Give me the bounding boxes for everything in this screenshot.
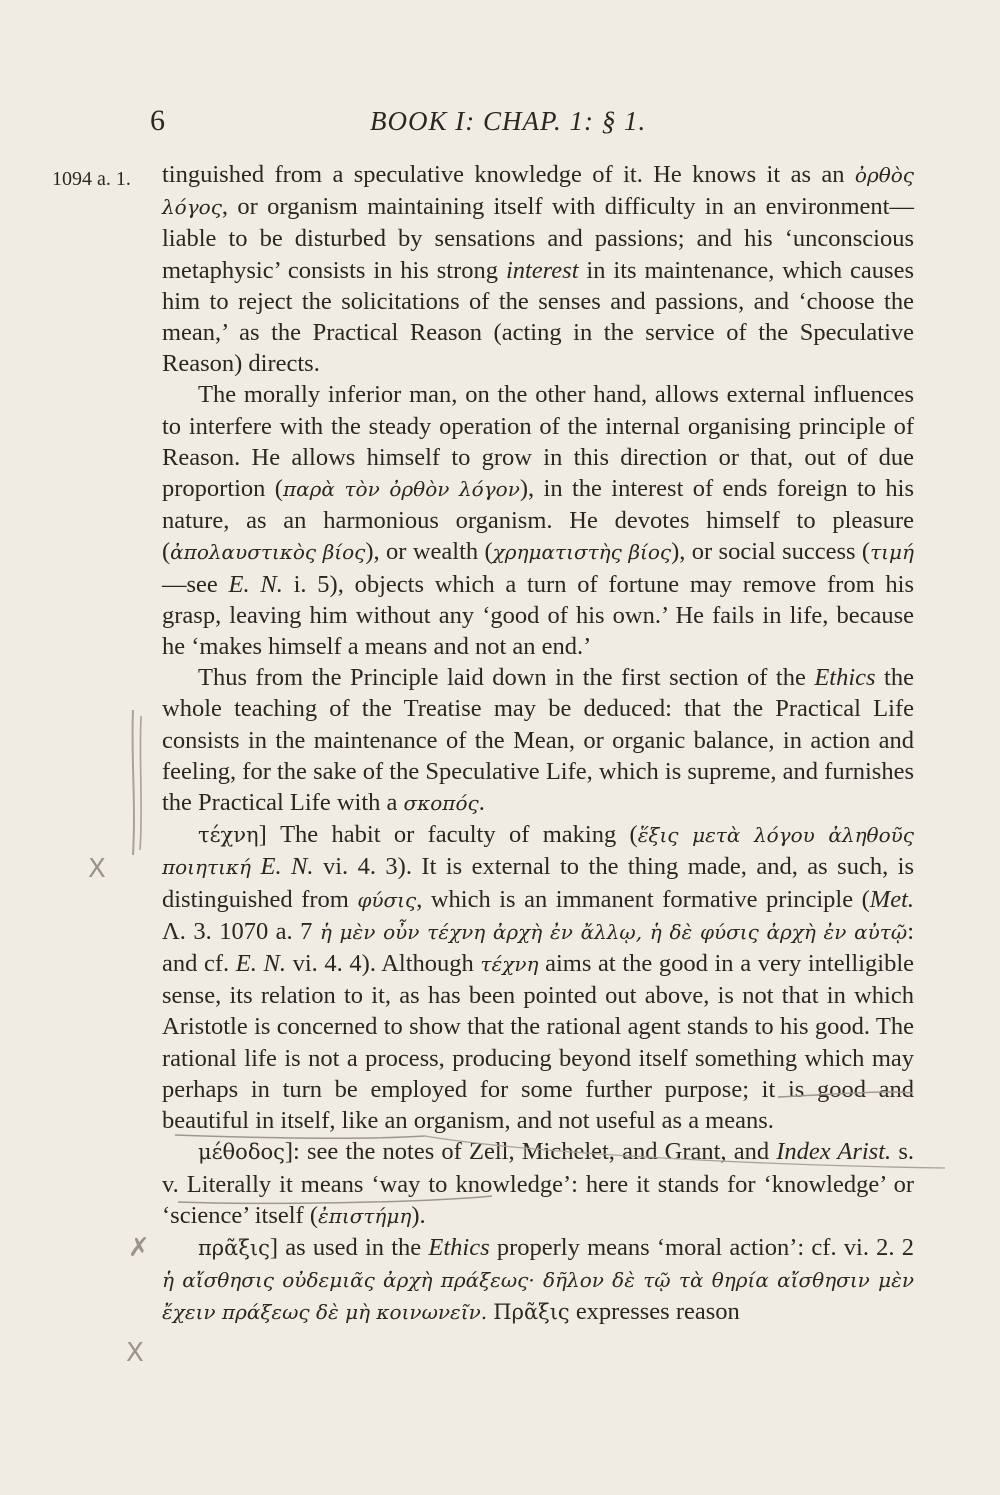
- pencil-margin-bar: [133, 710, 134, 855]
- text-run: the whole teaching of the Treatise may be deduced: that the Practical Life consists in the maintenance of the Mean, or organic balance, in action and feeling, for the sake of the Speculative Life, which is supreme, and furnishes the Practical Life with a: [162, 664, 914, 817]
- text-run: aims at the good in a very intelligible sense, its relation to it, as has been pointed out above, is not that in which Aristotle is concerned to show that the rational agent stands to his good. The rational life is not a process, producing beyond itself something which may perhaps in turn be employed for some further purpose; it is good and beautiful in itself, like an organism, and not useful as a means.: [162, 950, 914, 1135]
- lemma: μέθοδος: [198, 1140, 285, 1165]
- greek-text: σκοπός: [403, 791, 479, 816]
- greek-text: τιμή: [870, 540, 914, 565]
- margin-reference: 1094 a. 1.: [52, 168, 131, 190]
- pencil-x-mark: X: [88, 854, 106, 884]
- text-run: s. v. Literally it means ‘way to knowledge’: here it stands for ‘knowledge’ or ‘science’ itself (: [162, 1138, 914, 1229]
- running-head: BOOK I: CHAP. 1: § 1.: [370, 106, 647, 136]
- lemma: Πρᾶξις: [493, 1300, 570, 1325]
- greek-text: ἐπιστήμη: [317, 1203, 412, 1228]
- text-run: The morally inferior man, on the other hand, allows external influences to interfere with the steady operation of the internal organising principle of Reason. He allows himself to grow in this direction or that, out of due proportion (: [162, 381, 914, 503]
- text-run: ), or wealth (: [365, 538, 493, 566]
- italic-text: E. N.: [228, 570, 283, 598]
- greek-text: ὀρθὸς λόγος: [162, 163, 914, 220]
- italic-text: E. N.: [235, 950, 286, 978]
- text-run: in its maintenance, which causes him to reject the solicitations of the senses and passions, and ‘choose the mean,’ as the Practical Reason (acting in the service of the Speculative Reason) directs.: [162, 256, 914, 378]
- text-run: expresses reason: [569, 1298, 740, 1326]
- greek-text: ἕξις μετὰ λόγου ἀληθοῦς ποιητική: [162, 823, 914, 880]
- text-run: vi. 4. 3). It is external to the thing made, and, as such, is distinguished from: [162, 853, 915, 913]
- text-run: properly means ‘moral action’: cf. vi. 2. 2: [489, 1233, 915, 1261]
- text-run: vi. 4. 4). Although: [285, 950, 481, 978]
- text-run: Thus from the Principle laid down in the first section of the: [198, 664, 815, 692]
- text-run: i. 5), objects which a turn of fortune may remove from his grasp, leaving him without any ‘good of his own.’ He fails in life, because he ‘makes himself a means and not an end.’: [162, 570, 914, 661]
- text-run: ]: see the notes of Zell, Michelet, and Grant, and: [284, 1138, 777, 1166]
- greek-text: ἡ μὲν οὖν τέχνη ἀρχὴ ἐν ἄλλῳ, ἡ δὲ φύσις ἀρχὴ ἐν αὐτῷ: [319, 919, 908, 944]
- text-run: —see: [162, 570, 229, 598]
- text-run: ] The habit or faculty of making (: [258, 821, 638, 849]
- italic-text: interest: [505, 256, 579, 284]
- text-run: .: [478, 789, 485, 817]
- pencil-underline: [425, 1136, 945, 1168]
- greek-text: ἀπολαυστικὸς βίος: [170, 540, 366, 565]
- text-run: ), or social success (: [671, 538, 871, 566]
- lemma: τέχνη: [198, 823, 259, 848]
- pencil-margin-bar: [140, 716, 141, 850]
- pencil-underline: [778, 1092, 912, 1097]
- italic-text: Ethics: [428, 1233, 490, 1261]
- text-run: ).: [411, 1201, 426, 1229]
- text-run: ), in the interest of ends foreign to his nature, as an harmonious organism. He devotes himself to pleasure (: [162, 475, 914, 566]
- text-run: : and cf.: [162, 917, 914, 978]
- text-run: tinguished from a speculative knowledge of it. He knows it as an: [162, 161, 855, 188]
- pencil-underline: [175, 1135, 425, 1138]
- page-number: 6: [150, 104, 165, 137]
- pencil-underline: [178, 1196, 492, 1203]
- italic-text: Ethics: [814, 664, 876, 692]
- italic-text: Index Arist.: [776, 1138, 892, 1166]
- lemma: πρᾶξις: [198, 1235, 270, 1260]
- greek-text: φύσις: [357, 887, 417, 912]
- greek-text: χρηματιστὴς βίος: [492, 540, 672, 565]
- greek-text: παρὰ τὸν ὀρθὸν λόγον: [282, 477, 520, 502]
- text-run: , which is an immanent formative principle (: [416, 885, 870, 913]
- text-run: Λ. 3. 1070 a. 7: [162, 917, 320, 945]
- italic-text: Met.: [869, 885, 914, 913]
- italic-text: E. N.: [260, 853, 314, 881]
- pencil-check-mark: ✗: [128, 1233, 150, 1263]
- pencil-x-mark: X: [126, 1338, 144, 1368]
- greek-text: ἡ αἴσθησις οὐδεμιᾶς ἀρχὴ πράξεως· δῆλον δὲ τῷ τὰ θηρία αἴσθησιν μὲν ἔχειν πράξεως δὲ μὴ κοινωνεῖν.: [162, 1268, 914, 1325]
- text-run: , or organism maintaining itself with difficulty in an environment—liable to be disturbed by sensations and passions; and his ‘unconscious metaphysic’ consists in his strong: [162, 193, 914, 284]
- text-run: ] as used in the: [269, 1233, 429, 1261]
- greek-text: τέχνη: [480, 952, 539, 977]
